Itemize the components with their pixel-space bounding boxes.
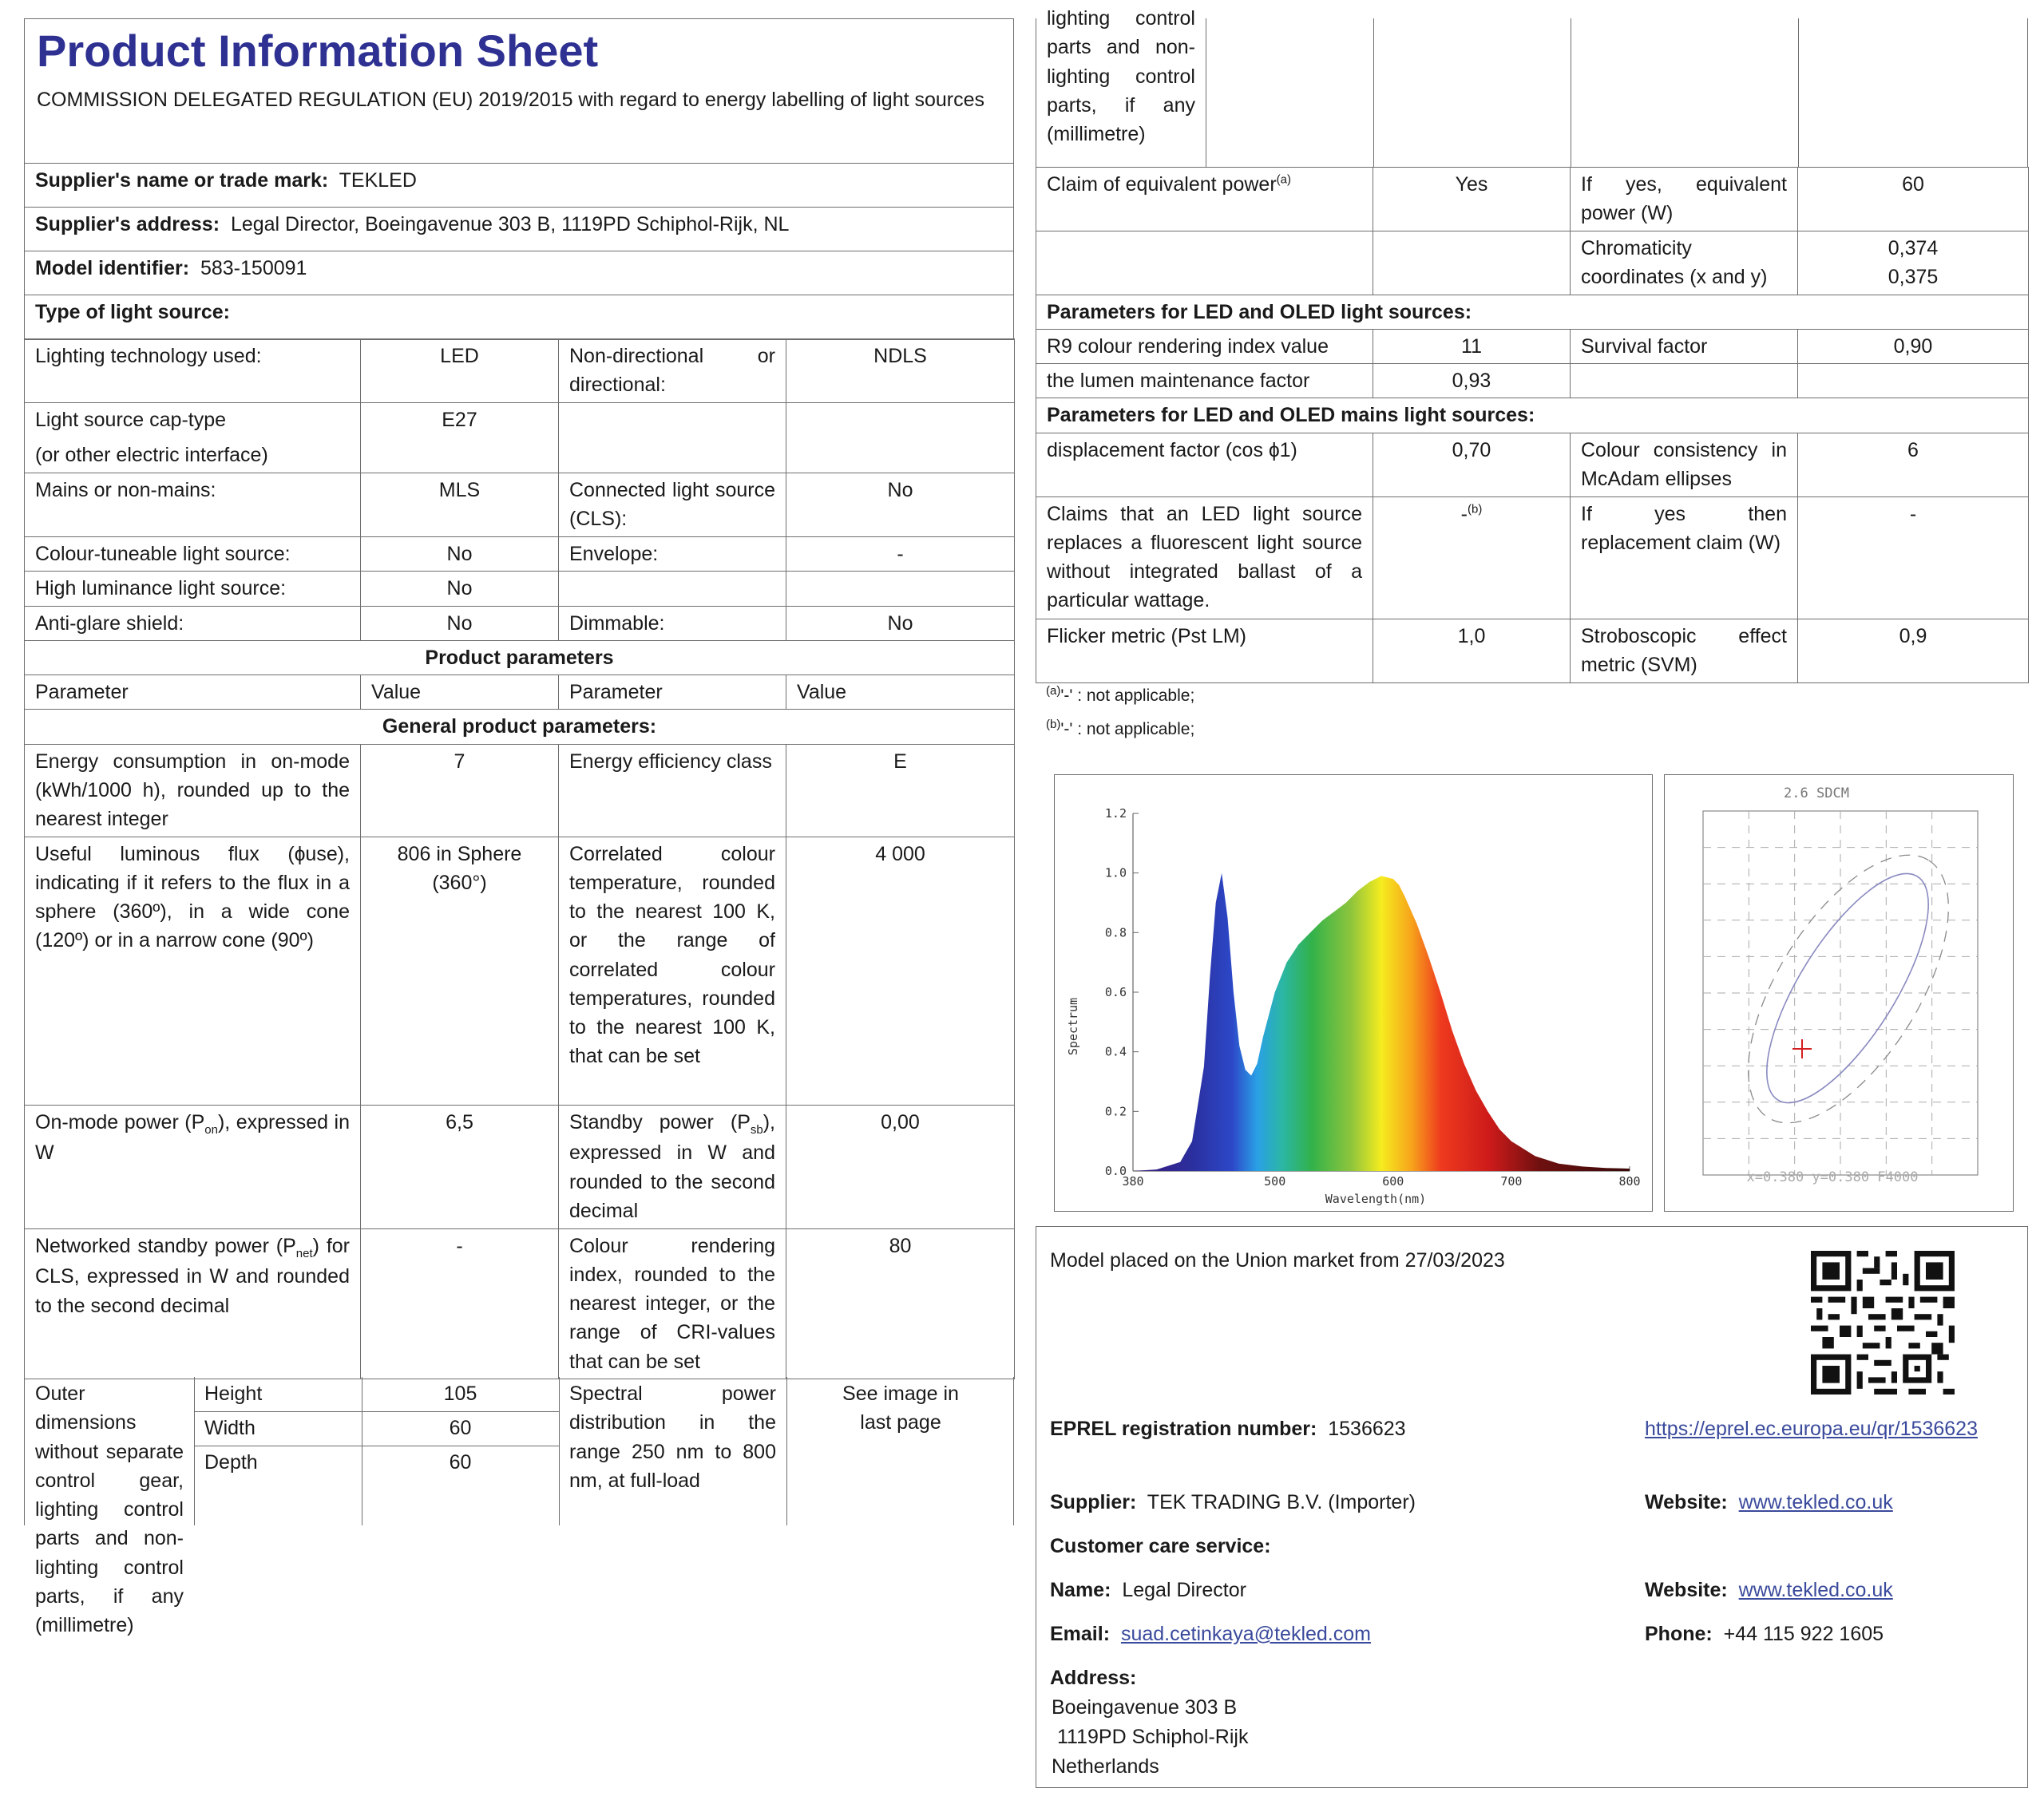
dimmable-value: No — [786, 606, 1015, 640]
spectrum-xlabel: Wavelength(nm) — [1325, 1192, 1427, 1206]
led-table: Claim of equivalent power$^{(a)}$ Yes If yes, equivalent power (W) 60 Chromaticity coordinates (x and y) 0,374 0,375 Parameters for LED and OLED light sources: R9 colour rendering index value 11 Survival factor 0,90 the lumen maintenance factor 0,93 Parameters for LED and OLED mains light sources: displacement factor (cos ɸ1) 0,70 Colour consistency in McAdam ellipses 6 Claims that an LED light source replaces a fluorescent light source without integrated ballast of a particular wattage. -$^{(b)}$ If yes then replacement claim (W) - Flicker metric (Pst LM) 1,0 Stroboscopic effect metric (SVM) 0,9 — [1036, 167, 2029, 683]
pon-value: 6,5 — [361, 1105, 559, 1228]
sdcm-centre-marker — [1792, 1039, 1812, 1058]
energy-class-value: E — [786, 744, 1015, 837]
survival-value: 0,90 — [1798, 329, 2029, 363]
website2-link[interactable]: www.tekled.co.uk — [1738, 1579, 1893, 1601]
page-title: Product Information Sheet — [37, 26, 599, 76]
type-table: Lighting technology used: LED Non-directional or directional: NDLS Light source cap-type (or other electric interface) E27 Mains or non-mains: MLS Connected light source (CLS): No Colour-tuneable light source: No Envelope: - High luminance light source: No Anti-glare shield: No Dimmable: No Product parameters Parameter Value Parameter Value General product parameters: Energy consumption in on-mode (kWh/1000 h), rounded up to the nearest integer 7 Energy efficiency class E Useful luminous flux (ɸuse), indicating if it refers to the flux in a sphere (360º), in a wide cone (120º) or in a narrow cone (90º) 806 in Sphere (360°) Correlated colour temperature, rounded to the nearest 100 K, or the range of correlated colour temperatures, rounded to the nearest 100 K, that can be set 4 000 On-mode power $(P_{on})$, expressed in W 6,5 Standby power $(P_{sb})$, expressed in W and rounded to the second decimal 0,00 Networked standby power $(P_{net})$ for CLS, expressed in W and rounded to the second decimal - Colour rendering index, rounded to the nearest integer, or the range of CRI-values that can be set 80 — [24, 338, 1015, 1379]
fluorescent-claim-value: -$^{(b)}$ — [1373, 496, 1571, 619]
lumen-maintenance-value: 0,93 — [1373, 364, 1571, 398]
spectrum-y-tick-label: 0.2 — [1104, 1104, 1127, 1119]
equivalent-power-value: 60 — [1798, 168, 2029, 231]
sdcm-outer-ellipse — [1709, 823, 1989, 1155]
sdcm-caption: x=0.380 y=0.380 F4000 — [1746, 1169, 1919, 1185]
spectrum-y-tick-label: 0.4 — [1104, 1044, 1127, 1059]
flux-value: 806 in Sphere (360°) — [361, 837, 559, 1105]
sdcm-chart — [1664, 774, 2014, 1212]
supplier-value: TEK TRADING B.V. (Importer) — [1147, 1491, 1416, 1513]
care-name-row: Name: Legal Director — [1050, 1579, 1246, 1601]
continuation-block — [1036, 7, 2028, 167]
address-block: Boeingavenue 303 B 1119PD Schiphol-Rijk Netherlands — [1052, 1696, 1249, 1778]
mains-value: MLS — [361, 473, 559, 537]
eprel-row: EPREL registration number: 1536623 — [1050, 1418, 1406, 1440]
care-name: Legal Director — [1122, 1579, 1246, 1601]
spectrum-x-tick-label: 600 — [1382, 1174, 1404, 1189]
equivalent-claim-value: Yes — [1373, 168, 1571, 231]
spectrum-chart-svg — [1055, 775, 1654, 1213]
direction-value: NDLS — [786, 339, 1015, 403]
footer-box — [1036, 1226, 2028, 1788]
spectrum-chart — [1054, 774, 1653, 1212]
product-params-heading: Product parameters — [425, 646, 614, 669]
spectrum-y-tick-label: 0.8 — [1104, 925, 1127, 940]
general-params-heading: General product parameters: — [382, 715, 657, 738]
spectrum-y-tick-label: 0.0 — [1104, 1164, 1127, 1178]
type-heading: Type of light source: — [35, 301, 230, 323]
pnet-value: - — [361, 1228, 559, 1379]
spectrum-x-tick-label: 800 — [1618, 1174, 1641, 1189]
eprel-link[interactable]: https://eprel.ec.europa.eu/qr/1536623 — [1645, 1418, 1978, 1440]
supplier-address: Legal Director, Boeingavenue 303 B, 1119PD Schiphol-Rijk, NL — [230, 213, 790, 235]
header-box — [24, 18, 1014, 164]
phone-value: +44 115 922 1605 — [1723, 1623, 1884, 1645]
spectrum-y-tick-label: 1.0 — [1104, 865, 1127, 880]
mcadam-value: 6 — [1798, 433, 2029, 496]
qr-code — [1811, 1251, 1955, 1395]
envelope-value: - — [786, 537, 1015, 572]
psb-value: 0,00 — [786, 1105, 1015, 1228]
sdcm-title: 2.6 SDCM — [1784, 785, 1849, 801]
footnote-a: $^{(a)}$'-' : not applicable; — [1046, 684, 1195, 705]
model-identifier: 583-150091 — [200, 257, 307, 279]
led-params-heading: Parameters for LED and OLED light sources: — [1047, 300, 1472, 323]
supplier-row: Supplier: TEK TRADING B.V. (Importer) — [1050, 1491, 1416, 1513]
supplier-name: TEKLED — [339, 169, 417, 192]
dimensions-label: Outer dimensions without separate control gear, lighting control parts and non-lighting control parts, if any (millimetre) — [35, 1383, 184, 1636]
width-value: 60 — [449, 1417, 472, 1439]
cls-value: No — [786, 473, 1015, 537]
svm-value: 0,9 — [1798, 619, 2029, 682]
cct-value: 4 000 — [786, 837, 1015, 1105]
energy-value: 7 — [361, 744, 559, 837]
tech-value: LED — [361, 339, 559, 403]
eprel-number: 1536623 — [1328, 1418, 1406, 1440]
spectrum-ylabel: Spectrum — [1066, 997, 1080, 1056]
high-lum-value: No — [361, 572, 559, 606]
displacement-value: 0,70 — [1373, 433, 1571, 496]
depth-value: 60 — [449, 1451, 472, 1474]
spectrum-x-tick-label: 700 — [1500, 1174, 1523, 1189]
replacement-value: - — [1798, 496, 2029, 619]
footnote-b: $^{(b)}$'-' : not applicable; — [1046, 718, 1195, 738]
spectrum-x-tick-label: 380 — [1122, 1174, 1144, 1189]
cri-value: 80 — [786, 1228, 1015, 1379]
height-value: 105 — [443, 1383, 477, 1405]
customer-care-heading: Customer care service: — [1050, 1535, 1271, 1557]
glare-value: No — [361, 606, 559, 640]
website2-row: Website: www.tekled.co.uk — [1645, 1579, 1893, 1601]
sdcm-grid — [1703, 811, 1978, 1175]
email-link[interactable]: suad.cetinkaya@tekled.com — [1120, 1623, 1371, 1645]
spectrum-y-tick-label: 0.6 — [1104, 985, 1127, 999]
spectrum-series-area — [1133, 873, 1630, 1171]
regulation-text: COMMISSION DELEGATED REGULATION (EU) 2019/2015 with regard to energy labelling of light sources — [37, 89, 985, 112]
address-heading: Address: — [1050, 1667, 1137, 1689]
mains-params-heading: Parameters for LED and OLED mains light sources: — [1047, 404, 1535, 427]
spectrum-y-tick-label: 1.2 — [1104, 806, 1127, 821]
r9-value: 11 — [1373, 329, 1571, 363]
tune-value: No — [361, 537, 559, 572]
email-row: Email: suad.cetinkaya@tekled.com — [1050, 1623, 1371, 1645]
phone-row: Phone: +44 115 922 1605 — [1645, 1623, 1884, 1645]
cap-value: E27 — [361, 403, 559, 473]
market-date: Model placed on the Union market from 27/03/2023 — [1050, 1249, 1505, 1272]
dimensions-block: Outer dimensions without separate control gear, lighting control parts and non-lighting control parts, if any (millimetre) Height 105 Width 60 Depth 60 Spectral power distribution in the range 250 nm to 800 nm, at full-load See image in last page — [24, 1377, 1014, 1525]
sdcm-chart-svg — [1665, 775, 2014, 1213]
website-link[interactable]: www.tekled.co.uk — [1738, 1491, 1893, 1513]
sdcm-ellipse — [1737, 851, 1959, 1125]
dimensions-label-continued: lighting control parts and non-lighting control parts, if any (millimetre) — [1047, 7, 1195, 145]
website-row: Website: www.tekled.co.uk — [1645, 1491, 1893, 1513]
spectrum-x-tick-label: 500 — [1264, 1174, 1286, 1189]
flicker-value: 1,0 — [1373, 619, 1571, 682]
chromaticity-value: 0,374 0,375 — [1798, 231, 2029, 295]
spd-value: See image in last page — [842, 1383, 959, 1434]
supplier-table: Supplier's name or trade mark: TEKLED Supplier's address: Legal Director, Boeingavenue 303 B, 1119PD Schiphol-Rijk, NL Model identifier: 583-150091 Type of light source: — [24, 163, 1014, 340]
